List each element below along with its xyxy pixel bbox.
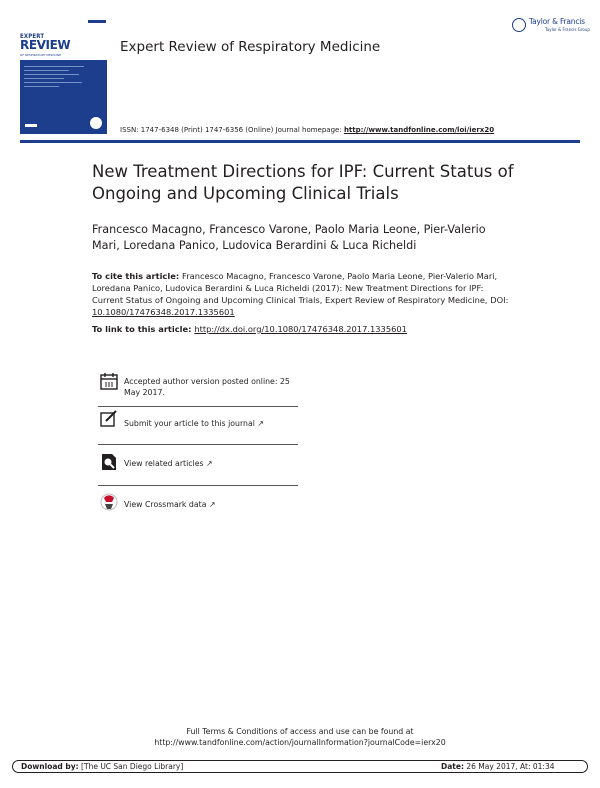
action-row-accepted (98, 370, 298, 407)
external-link-icon: ↗ (206, 459, 213, 468)
article-authors: Francesco Macagno, Francesco Varone, Paolo Maria Leone, Pier-Valerio Mari, Loredana Panico, Ludovica Berardini & Luca Richeldi (92, 223, 486, 252)
citation-block (92, 270, 512, 318)
publisher-logo-icon (512, 18, 526, 32)
date-label: Date: (441, 762, 464, 771)
journal-cover-image (20, 20, 107, 134)
date-value: 26 May 2017, At: 01:34 (463, 762, 555, 771)
publisher-logo[interactable] (512, 17, 590, 37)
download-date (441, 762, 555, 771)
article-title: New Treatment Directions for IPF: Current Status of Ongoing and Upcoming Clinical Trials (92, 162, 514, 203)
cover-expert-text: EXPERT (20, 33, 45, 40)
citation-label: To cite this article: (92, 271, 183, 281)
cover-logo (25, 124, 37, 127)
action-row-related[interactable] (98, 445, 298, 486)
cover-tag (88, 20, 106, 23)
publisher-name: Taylor & Francis (529, 17, 585, 26)
crossmark-link[interactable] (124, 499, 216, 510)
citation-doi-link[interactable]: 10.1080/17476348.2017.1335601 (92, 307, 235, 317)
related-articles-label: View related articles (124, 459, 204, 468)
cover-review-text: REVIEW (20, 38, 71, 52)
terms-notice (0, 726, 600, 748)
download-label: Download by: (21, 762, 79, 771)
downloaded-by (21, 762, 183, 771)
calendar-icon (100, 372, 118, 390)
issn-line (120, 126, 494, 134)
issn-text: ISSN: 1747-6348 (Print) 1747-6356 (Online) Journal homepage: (120, 126, 344, 134)
citation-text: Francesco Macagno, Francesco Varone, Paolo Maria Leone, Pier-Valerio Mari, Loredana Panico, Ludovica Berardini & Luca Richeldi (2017): New Treatment Directions for IPF: Current Status of Ongoing and Upcoming Clinical Trials, Expert Review of Respiratory Medicine, DOI: (92, 271, 509, 305)
related-articles-icon (100, 453, 118, 471)
external-link-icon: ↗ (208, 500, 216, 509)
action-row-crossmark[interactable] (98, 486, 298, 526)
header-divider (20, 140, 580, 143)
article-url-link[interactable]: http://dx.doi.org/10.1080/17476348.2017.1335601 (194, 324, 407, 334)
publisher-tagline: Taylor & Francis Group (545, 27, 590, 32)
journal-title: Expert Review of Respiratory Medicine (120, 39, 381, 55)
link-to-article (92, 324, 407, 334)
link-to-label: To link to this article: (92, 324, 195, 334)
submit-article-label: Submit your article to this journal (124, 419, 255, 428)
cover-contents-lines (24, 66, 94, 90)
submit-article-link[interactable] (124, 418, 264, 429)
terms-url-link[interactable]: http://www.tandfonline.com/action/journalInformation?journalCode=ierx20 (154, 738, 446, 747)
cover-circle-mark (90, 117, 102, 129)
download-value: [The UC San Diego Library] (78, 762, 184, 771)
crossmark-icon (100, 493, 118, 511)
terms-line-1: Full Terms & Conditions of access and use can be found at (186, 727, 414, 736)
external-link-icon: ↗ (257, 419, 264, 428)
related-articles-link[interactable] (124, 458, 213, 469)
download-info-bar (12, 760, 588, 773)
submit-icon (100, 410, 118, 428)
journal-homepage-link[interactable]: http://www.tandfonline.com/loi/ierx20 (343, 126, 495, 134)
accepted-date-text: Accepted author version posted online: 25 May 2017. (124, 377, 290, 397)
crossmark-label: View Crossmark data (124, 500, 207, 509)
action-row-submit[interactable] (98, 407, 298, 445)
cover-subtitle: OF RESPIRATORY MEDICINE (20, 53, 62, 57)
